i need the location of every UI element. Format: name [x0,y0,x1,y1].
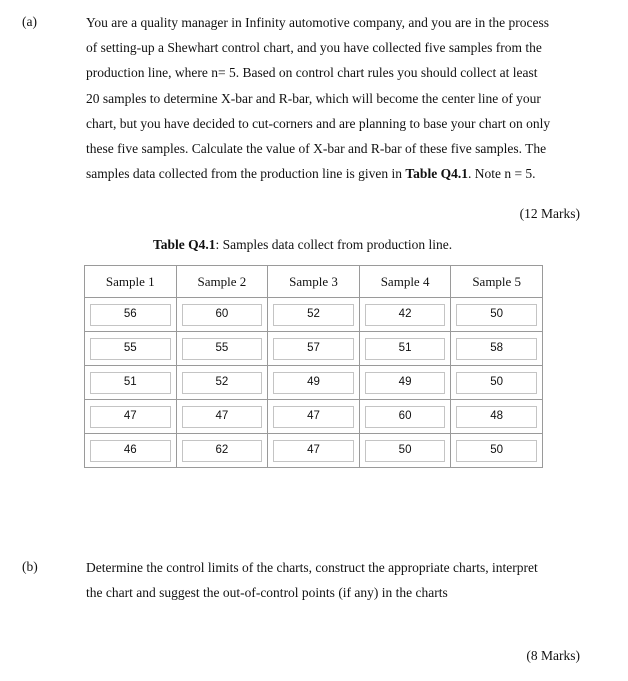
table-cell [359,298,451,332]
question-a-last-line-post: . Note n = 5. [467,166,536,182]
question-a-last-line [86,161,580,186]
table-cell [85,332,177,366]
table-row [85,400,543,434]
cell-value: 51 [90,372,171,394]
cell-value: 60 [365,406,446,428]
cell-value: 56 [90,304,171,326]
table-row [85,298,543,332]
question-a-line: 20 samples to determine X-bar and R-bar, which will become the center line of your [86,90,541,106]
question-a-line: of setting-up a Shewhart control chart, and you have collected five samples from the [86,40,542,56]
table-cell [359,434,451,468]
table-cell [176,366,268,400]
question-b-label: (b) [22,559,38,574]
table-row [85,332,543,366]
table-cell [268,434,360,468]
samples-table [84,265,543,468]
table-row [85,434,543,468]
table-caption-text: : Samples data collect from production line. [215,237,453,252]
table-cell [451,366,543,400]
table-cell [268,298,360,332]
table-cell [176,434,268,468]
table-cell [359,400,451,434]
table-cell [359,366,451,400]
table-header-row [85,266,543,298]
table-header-cell: Sample 4 [359,266,451,298]
table-caption-label: Table Q4.1 [153,237,216,252]
cell-value: 58 [456,338,537,360]
table-cell [268,366,360,400]
cell-value: 55 [182,338,263,360]
cell-value: 55 [90,338,171,360]
question-b-line: Determine the control limits of the charts, construct the appropriate charts, interpret [86,560,538,575]
question-a-line: production line, where n= 5. Based on control chart rules you should collect at least [86,65,538,81]
cell-value: 49 [273,372,354,394]
table-caption [153,237,452,253]
question-b-line: the chart and suggest the out-of-control points (if any) in the charts [86,585,448,601]
cell-value: 50 [456,440,537,462]
question-b-marks: (8 Marks) [526,648,580,663]
table-header-cell: Sample 5 [451,266,543,298]
table-cell [451,434,543,468]
cell-value: 46 [90,440,171,462]
cell-value: 47 [182,406,263,428]
cell-value: 52 [273,304,354,326]
cell-value: 60 [182,304,263,326]
table-header-cell: Sample 1 [85,266,177,298]
cell-value: 57 [273,338,354,360]
table-header-cell: Sample 3 [268,266,360,298]
table-cell [451,400,543,434]
table-cell [176,332,268,366]
cell-value: 50 [365,440,446,462]
cell-value: 48 [456,406,537,428]
question-a-line: You are a quality manager in Infinity automotive company, and you are in the process [86,15,550,30]
table-cell [451,298,543,332]
table-cell [85,298,177,332]
question-a-line: these five samples. Calculate the value of X-bar and R-bar of these five samples. The [86,141,547,157]
table-cell [176,298,268,332]
question-a-last-line-pre: samples data collected from the production line is given in [86,166,406,182]
table-cell [268,332,360,366]
table-header-cell: Sample 2 [176,266,268,298]
cell-value: 42 [365,304,446,326]
table-cell [268,400,360,434]
cell-value: 50 [456,304,537,326]
question-b-text [86,555,580,605]
cell-value: 47 [273,406,354,428]
table-cell [451,332,543,366]
table-reference: Table Q4.1 [405,166,468,182]
cell-value: 62 [182,440,263,462]
question-a-label: (a) [22,14,37,29]
question-a-marks: (12 Marks) [519,206,580,221]
table-cell [85,366,177,400]
question-a-line: chart, but you have decided to cut-corners and are planning to base your chart on only [86,115,551,131]
table-cell [176,400,268,434]
cell-value: 50 [456,372,537,394]
cell-value: 49 [365,372,446,394]
table-cell [85,434,177,468]
cell-value: 52 [182,372,263,394]
table-cell [85,400,177,434]
cell-value: 47 [273,440,354,462]
table-row [85,366,543,400]
cell-value: 51 [365,338,446,360]
question-a-text [86,10,580,186]
table-cell [359,332,451,366]
cell-value: 47 [90,406,171,428]
